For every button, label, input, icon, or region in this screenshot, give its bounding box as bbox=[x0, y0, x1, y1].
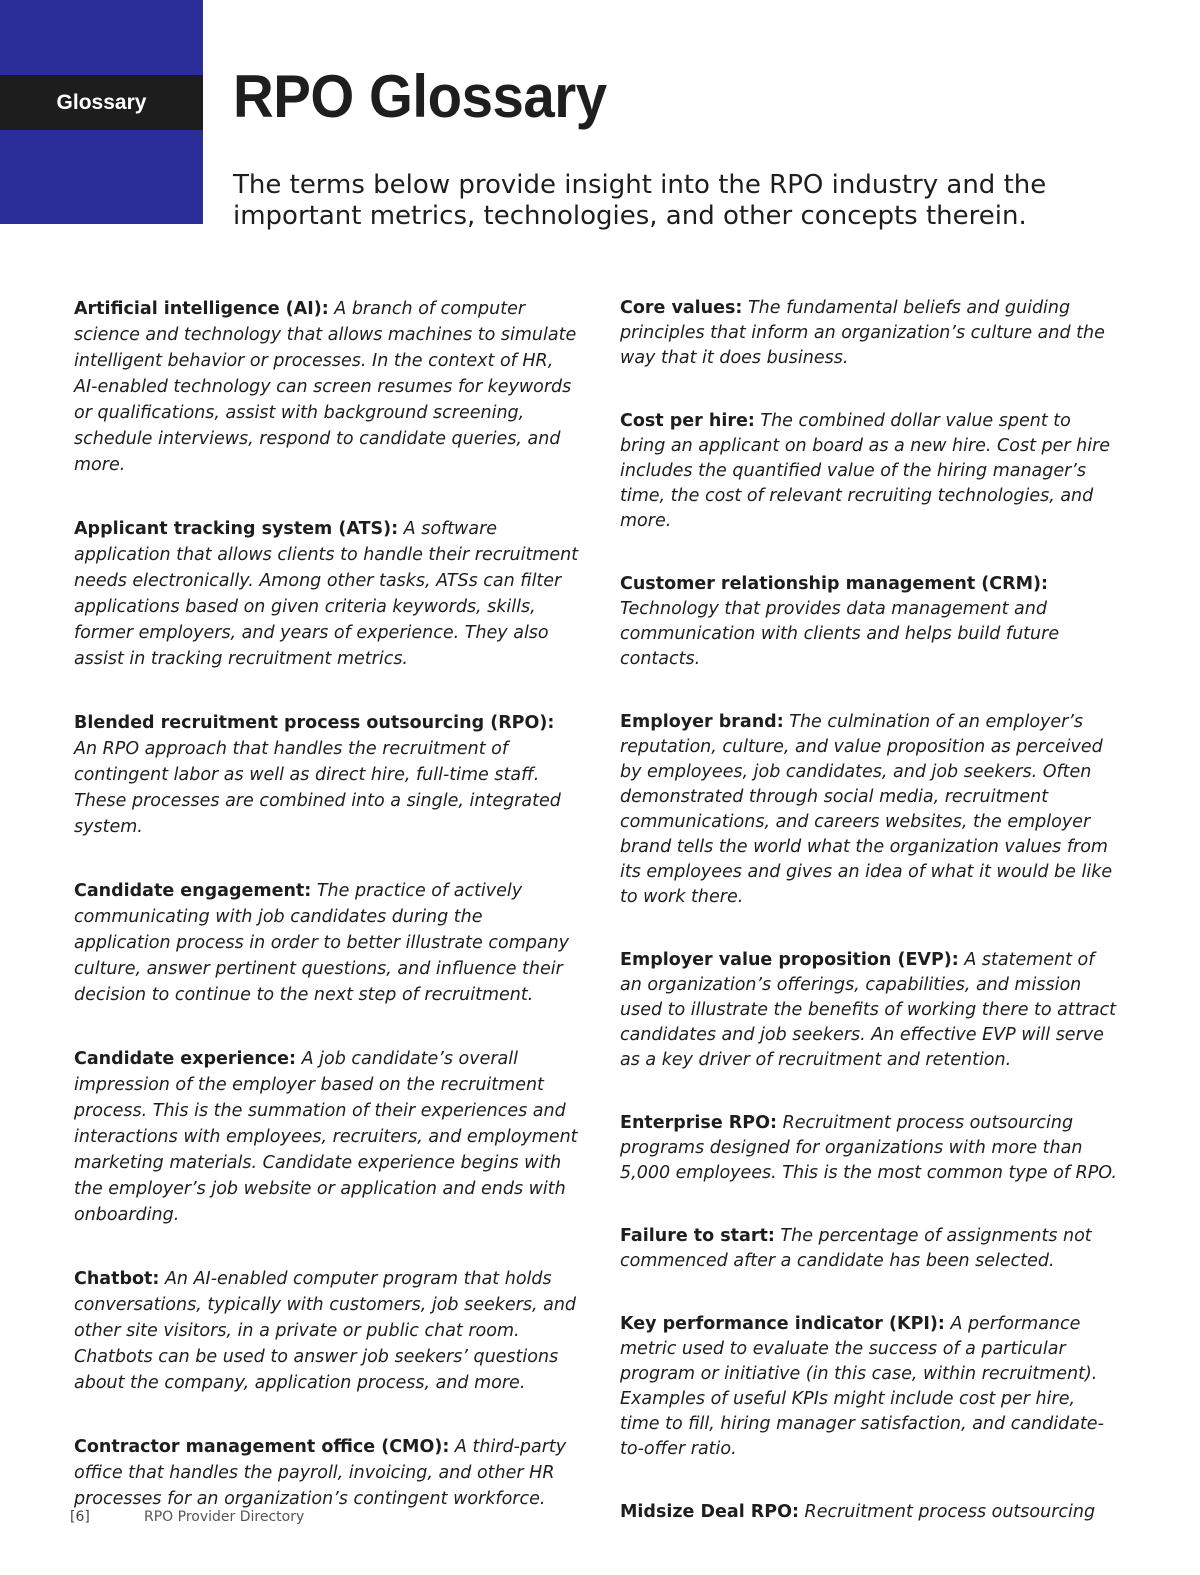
glossary-term: Blended recruitment process outsourcing (RPO): bbox=[74, 713, 555, 733]
glossary-entry bbox=[74, 516, 579, 672]
glossary-entry bbox=[74, 1434, 579, 1512]
glossary-definition: The practice of actively communicating with job candidates during the application process in order to better illustrate company culture, answer pertinent questions, and influence their decision to continue to the next step of recruitment. bbox=[74, 881, 570, 1005]
glossary-entry bbox=[620, 1312, 1120, 1462]
glossary-term: Enterprise RPO: bbox=[620, 1113, 777, 1133]
glossary-definition: A branch of computer science and technology that allows machines to simulate intelligent behavior or processes. In the context of HR, AI-enabled technology can screen resumes for keywords or qualifications, assist with background screening, schedule interviews, respond to candidate queries, and more. bbox=[74, 299, 577, 475]
glossary-term: Key performance indicator (KPI): bbox=[620, 1314, 945, 1334]
glossary-entry bbox=[74, 296, 579, 478]
glossary-definition: A statement of an organization’s offerings, capabilities, and mission used to illustrate the benefits of working there to attract candidates and job seekers. An effective EVP will serve as a key driver of recruitment and retention. bbox=[620, 950, 1117, 1070]
glossary-term: Customer relationship management (CRM): bbox=[620, 574, 1049, 594]
glossary-entry bbox=[620, 1224, 1120, 1274]
glossary-entry bbox=[620, 572, 1120, 672]
glossary-term: Midsize Deal RPO: bbox=[620, 1502, 799, 1522]
page-title: RPO Glossary bbox=[233, 63, 607, 130]
glossary-left-column bbox=[74, 296, 579, 1550]
glossary-term: Failure to start: bbox=[620, 1226, 775, 1246]
glossary-term: Candidate engagement: bbox=[74, 881, 312, 901]
glossary-definition: A third-party office that handles the payroll, invoicing, and other HR processes for an organization’s contingent workforce. bbox=[74, 1437, 567, 1509]
glossary-definition: The fundamental beliefs and guiding principles that inform an organization’s culture and the way that it does business. bbox=[620, 298, 1105, 368]
glossary-definition: A software application that allows clients to handle their recruitment needs electronically. Among other tasks, ATSs can filter applications based on given criteria keywords, skills, former employers, and years of experience. They also assist in tracking recruitment metrics. bbox=[74, 519, 579, 669]
glossary-entry bbox=[74, 1046, 579, 1228]
glossary-term: Cost per hire: bbox=[620, 411, 755, 431]
glossary-entry bbox=[620, 710, 1120, 910]
glossary-entry bbox=[620, 948, 1120, 1073]
glossary-entry bbox=[620, 1111, 1120, 1186]
page-subtitle: The terms below provide insight into the RPO industry and the important metrics, technologies, and other concepts therein. bbox=[233, 170, 1047, 231]
glossary-entry bbox=[74, 878, 579, 1008]
glossary-definition: Technology that provides data management and communication with clients and helps build future contacts. bbox=[620, 599, 1060, 669]
glossary-definition: An AI-enabled computer program that holds conversations, typically with customers, job seekers, and other site visitors, in a private or public chat room. Chatbots can be used to answer job seekers’ questions about the company, application process, and more. bbox=[74, 1269, 577, 1393]
glossary-term: Candidate experience: bbox=[74, 1049, 297, 1069]
publication-name: RPO Provider Directory bbox=[144, 1509, 305, 1525]
glossary-entry bbox=[620, 1500, 1120, 1525]
glossary-term: Applicant tracking system (ATS): bbox=[74, 519, 399, 539]
glossary-definition: A performance metric used to evaluate the success of a particular program or initiative (in this case, within recruitment). Examples of useful KPIs might include cost per hire, time to fill, hiring manager satisfaction, and candidate-to-offer ratio. bbox=[620, 1314, 1104, 1459]
glossary-definition: Recruitment process outsourcing programs designed for organizations with more than 5,000 employees. This is the most common type of RPO. bbox=[620, 1113, 1117, 1183]
glossary-right-column bbox=[620, 296, 1120, 1563]
glossary-entry bbox=[620, 296, 1120, 371]
glossary-definition: A job candidate’s overall impression of the employer based on the recruitment process. This is the summation of their experiences and interactions with employees, recruiters, and employment marketing materials. Candidate experience begins with the employer’s job website or application and ends with onboarding. bbox=[74, 1049, 578, 1225]
glossary-definition: The percentage of assignments not commenced after a candidate has been selected. bbox=[620, 1226, 1092, 1271]
glossary-definition: The combined dollar value spent to bring an applicant on board as a new hire. Cost per hire includes the quantified value of the hiring manager’s time, the cost of relevant recruiting technologies, and more. bbox=[620, 411, 1111, 531]
section-tab bbox=[0, 75, 203, 130]
glossary-term: Artificial intelligence (AI): bbox=[74, 299, 329, 319]
glossary-term: Employer value proposition (EVP): bbox=[620, 950, 959, 970]
glossary-entry bbox=[620, 409, 1120, 534]
glossary-definition: Recruitment process outsourcing bbox=[798, 1502, 1096, 1522]
glossary-term: Core values: bbox=[620, 298, 743, 318]
glossary-entry bbox=[74, 710, 579, 840]
glossary-term: Employer brand: bbox=[620, 712, 784, 732]
glossary-definition: The culmination of an employer’s reputation, culture, and value proposition as perceived by employees, job candidates, and job seekers. Often demonstrated through social media, recruitment communications, and careers websites, the employer brand tells the world what the organization values from its employees and gives an idea of what it would be like to work there. bbox=[620, 712, 1113, 907]
glossary-term: Chatbot: bbox=[74, 1269, 160, 1289]
page-number: [6] bbox=[70, 1509, 90, 1525]
glossary-definition: An RPO approach that handles the recruitment of contingent labor as well as direct hire, full-time staff. These processes are combined into a single, integrated system. bbox=[74, 739, 561, 837]
glossary-term: Contractor management office (CMO): bbox=[74, 1437, 450, 1457]
glossary-entry bbox=[74, 1266, 579, 1396]
section-tab-label: Glossary bbox=[56, 90, 147, 114]
